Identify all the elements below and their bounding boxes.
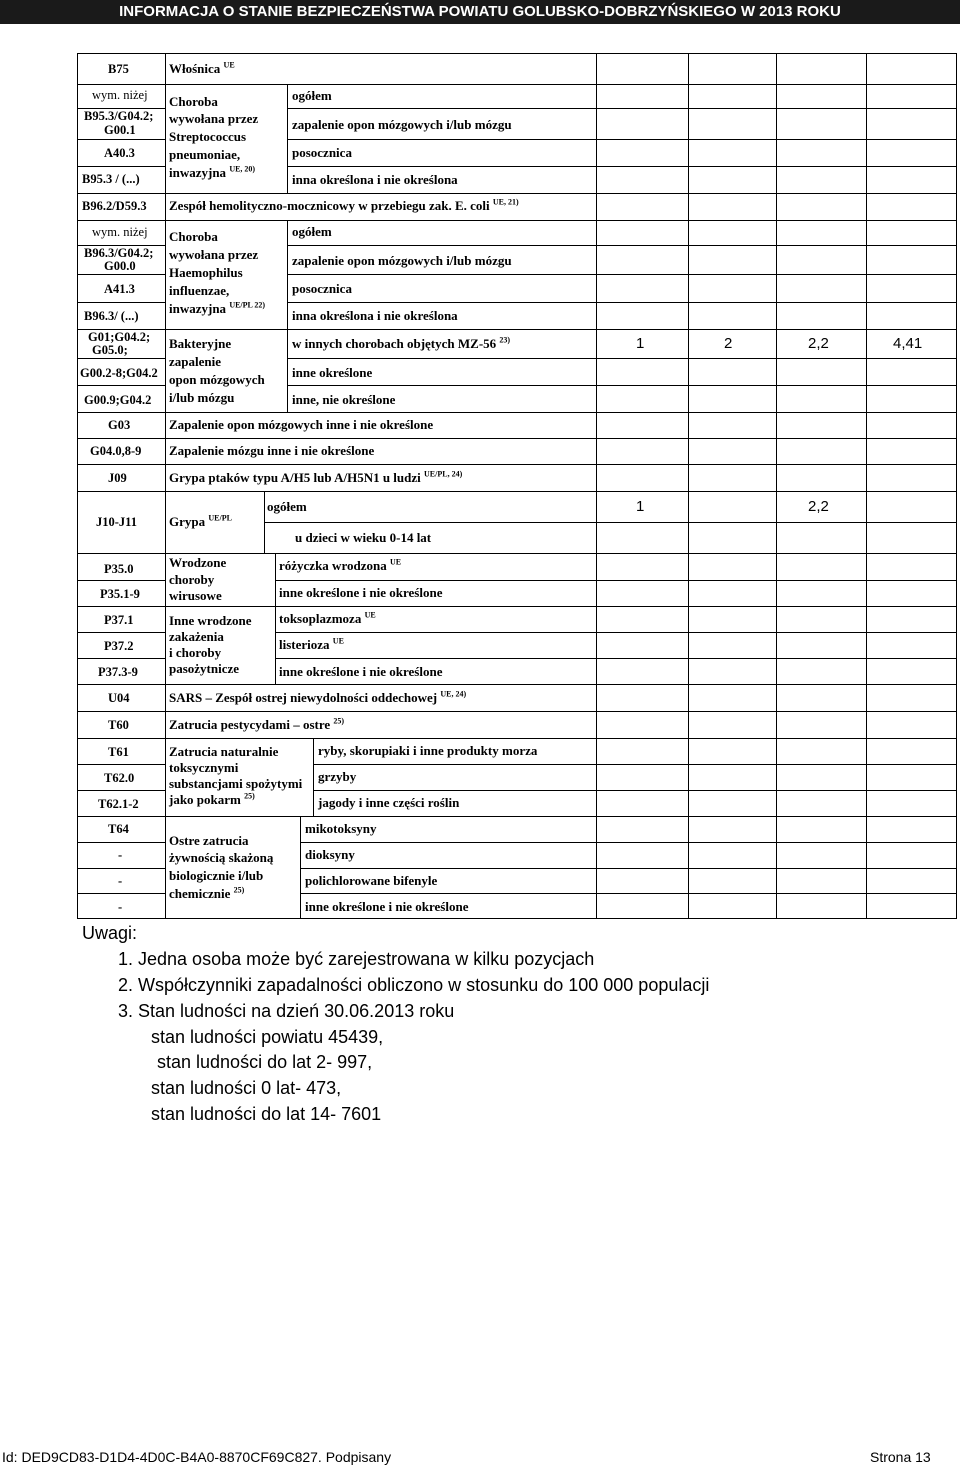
name-g03: Zapalenie opon mózgowych inne i nie określone — [169, 417, 434, 432]
name-p37-0: Inne wrodzone — [169, 613, 252, 628]
code-strep-2: G00.1 — [104, 123, 136, 137]
name-t64-1: żywnością skażoną — [169, 850, 274, 865]
code-haem-4: B96.3/ (...) — [84, 309, 139, 323]
sub-p37-2: inne określone i nie określone — [279, 664, 443, 679]
code-strep-1: B95.3/G04.2; — [84, 109, 154, 123]
value-bact-col2: 2 — [724, 335, 733, 352]
name-t64-0: Ostre zatrucia — [169, 833, 249, 848]
code-t61-2: T62.1-2 — [98, 797, 139, 811]
code-t64-3: - — [118, 900, 123, 914]
code-haem-0: wym. niżej — [92, 225, 148, 239]
code-haem-3: A41.3 — [104, 282, 135, 296]
document-id: Id: DED9CD83-D1D4-4D0C-B4A0-8870CF69C827. Podpisany — [2, 1449, 392, 1465]
name-strep-2: Streptococcus — [169, 129, 247, 144]
code-g04: G04.0,8-9 — [90, 444, 142, 458]
name-u04: SARS – Zespół ostrej niewydolności oddechowej $^{UE, 24)}$ — [169, 689, 467, 705]
sub-t64-3: inne określone i nie określone — [305, 899, 469, 914]
code-haem-1: B96.3/G04.2; — [84, 246, 154, 260]
code-b75: B75 — [108, 62, 129, 76]
value-flu-col3: 2,2 — [808, 498, 829, 515]
sub-haem-1: zapalenie opon mózgowych i/lub mózgu — [292, 253, 512, 268]
code-strep-3: A40.3 — [104, 146, 135, 160]
sub-haem-3: inna określona i nie określona — [292, 308, 458, 323]
note-item: 1. Jedna osoba może być zarejestrowana w kilku pozycjach — [118, 949, 595, 969]
notes-title: Uwagi: — [82, 923, 138, 943]
name-strep-3: pneumoniae, — [169, 147, 241, 162]
code-t64-1: - — [118, 848, 123, 862]
sub-t61-2: jagody i inne części roślin — [318, 795, 460, 810]
population-item: stan ludności do lat 2- 997, — [157, 1052, 373, 1072]
code-g03: G03 — [108, 418, 131, 432]
name-g04: Zapalenie mózgu inne i nie określone — [169, 443, 375, 458]
sub-strep-2: posocznica — [292, 145, 352, 160]
code-t64-2: - — [118, 874, 123, 888]
code-t64-0: T64 — [108, 822, 129, 836]
sub-t64-1: dioksyny — [305, 847, 355, 862]
code-strep-4: B95.3 / (...) — [82, 172, 140, 186]
value-flu-col1: 1 — [636, 498, 645, 515]
sub-t64-0: mikotoksyny — [305, 821, 377, 836]
name-bact-0: Bakteryjne — [169, 336, 232, 351]
sub-t61-1: grzyby — [318, 769, 357, 784]
name-t61-0: Zatrucia naturalnie — [169, 744, 279, 759]
name-p37-3: pasożytnicze — [169, 661, 240, 676]
name-bact-3: i/lub mózgu — [169, 390, 235, 405]
sub-flu-0: ogółem — [267, 499, 307, 514]
code-p35-0: P35.0 — [104, 562, 134, 576]
name-t64-3: chemicznie $^{25)}$ — [169, 885, 245, 901]
name-bact-2: opon mózgowych — [169, 372, 265, 387]
code-bact-1: G05.0; — [92, 343, 128, 357]
sub-p37-0: toksoplazmoza $^{UE}$ — [279, 610, 376, 626]
sub-strep-0: ogółem — [292, 88, 332, 103]
name-haem-3: influenzae, — [169, 283, 230, 298]
name-strep-4: inwazyjna $^{UE, 20)}$ — [169, 164, 256, 180]
document-header: INFORMACJA O STANIE BEZPIECZEŃSTWA POWIATU GOLUBSKO-DOBRZYŃSKIEGO W 2013 ROKU — [0, 0, 960, 24]
name-b75: Włośnica $^{UE}$ — [169, 60, 235, 76]
name-bact-1: zapalenie — [169, 354, 221, 369]
population-item: stan ludności powiatu 45439, — [151, 1027, 384, 1047]
name-b96: Zespół hemolityczno-mocznicowy w przebiegu zak. E. coli $^{UE, 21)}$ — [169, 197, 519, 213]
code-u04: U04 — [108, 691, 130, 705]
name-p35-0: Wrodzone — [169, 555, 227, 570]
name-haem-1: wywołana przez — [169, 247, 259, 262]
sub-strep-1: zapalenie opon mózgowych i/lub mózgu — [292, 117, 512, 132]
code-p37-0: P37.1 — [104, 613, 134, 627]
code-p37-1: P37.2 — [104, 639, 134, 653]
code-t61-0: T61 — [108, 745, 129, 759]
code-t61-1: T62.0 — [104, 771, 135, 785]
name-t61-1: toksycznymi — [169, 760, 239, 775]
code-p37-2: P37.3-9 — [98, 665, 138, 679]
name-t61-3: jako pokarm $^{25)}$ — [169, 791, 255, 807]
sub-p35-1: inne określone i nie określone — [279, 585, 443, 600]
value-bact-col1: 1 — [636, 335, 645, 352]
sub-flu-1: u dzieci w wieku 0-14 lat — [295, 530, 432, 545]
population-item: stan ludności do lat 14- 7601 — [151, 1104, 382, 1124]
name-p37-2: i choroby — [169, 645, 222, 660]
note-item: 3. Stan ludności na dzień 30.06.2013 roku — [118, 1001, 455, 1021]
sub-bact-1: inne określone — [292, 365, 373, 380]
code-haem-2: G00.0 — [104, 259, 136, 273]
name-t60: Zatrucia pestycydami – ostre $^{25)}$ — [169, 716, 345, 732]
note-item: 2. Współczynniki zapadalności obliczono w stosunku do 100 000 populacji — [118, 975, 710, 995]
code-strep-0: wym. niżej — [92, 88, 148, 102]
sub-bact-2: inne, nie określone — [292, 392, 396, 407]
population-item: stan ludności 0 lat- 473, — [151, 1078, 342, 1098]
name-p35-2: wirusowe — [169, 588, 222, 603]
page-number: Strona 13 — [870, 1449, 931, 1465]
value-bact-col4: 4,41 — [893, 335, 923, 352]
sub-t61-0: ryby, skorupiaki i inne produkty morza — [318, 743, 538, 758]
sub-p35-0: różyczka wrodzona $^{UE}$ — [279, 557, 402, 573]
name-haem-2: Haemophilus — [169, 265, 243, 280]
code-j09: J09 — [108, 471, 127, 485]
code-flu: J10-J11 — [96, 515, 137, 529]
name-flu: Grypa $^{UE/PL}$ — [169, 513, 232, 529]
name-haem-4: inwazyjna $^{UE/PL 22)}$ — [169, 300, 266, 316]
code-bact-3: G00.9;G04.2 — [84, 393, 152, 407]
name-p37-1: zakażenia — [169, 629, 224, 644]
name-haem-0: Choroba — [169, 229, 218, 244]
name-strep-1: wywołana przez — [169, 111, 259, 126]
sub-haem-2: posocznica — [292, 281, 352, 296]
sub-bact-0: w innych chorobach objętych MZ-56 $^{23)}$ — [292, 335, 511, 351]
name-t64-2: biologicznie i/lub — [169, 868, 264, 883]
name-j09: Grypa ptaków typu A/H5 lub A/H5N1 u ludzi $^{UE/PL, 24)}$ — [169, 469, 463, 485]
name-p35-1: choroby — [169, 572, 215, 587]
sub-p37-1: listerioza $^{UE}$ — [279, 636, 344, 652]
code-bact-2: G00.2-8;G04.2 — [80, 366, 158, 380]
code-p35-1: P35.1-9 — [100, 587, 140, 601]
name-strep-0: Choroba — [169, 94, 218, 109]
code-t60: T60 — [108, 718, 129, 732]
sub-strep-3: inna określona i nie określona — [292, 172, 458, 187]
sub-t64-2: polichlorowane bifenyle — [305, 873, 438, 888]
code-b96: B96.2/D59.3 — [82, 199, 147, 213]
code-bact-0: G01;G04.2; — [88, 330, 151, 344]
name-t61-2: substancjami spożytymi — [169, 776, 303, 791]
value-bact-col3: 2,2 — [808, 335, 829, 352]
sub-haem-0: ogółem — [292, 224, 332, 239]
